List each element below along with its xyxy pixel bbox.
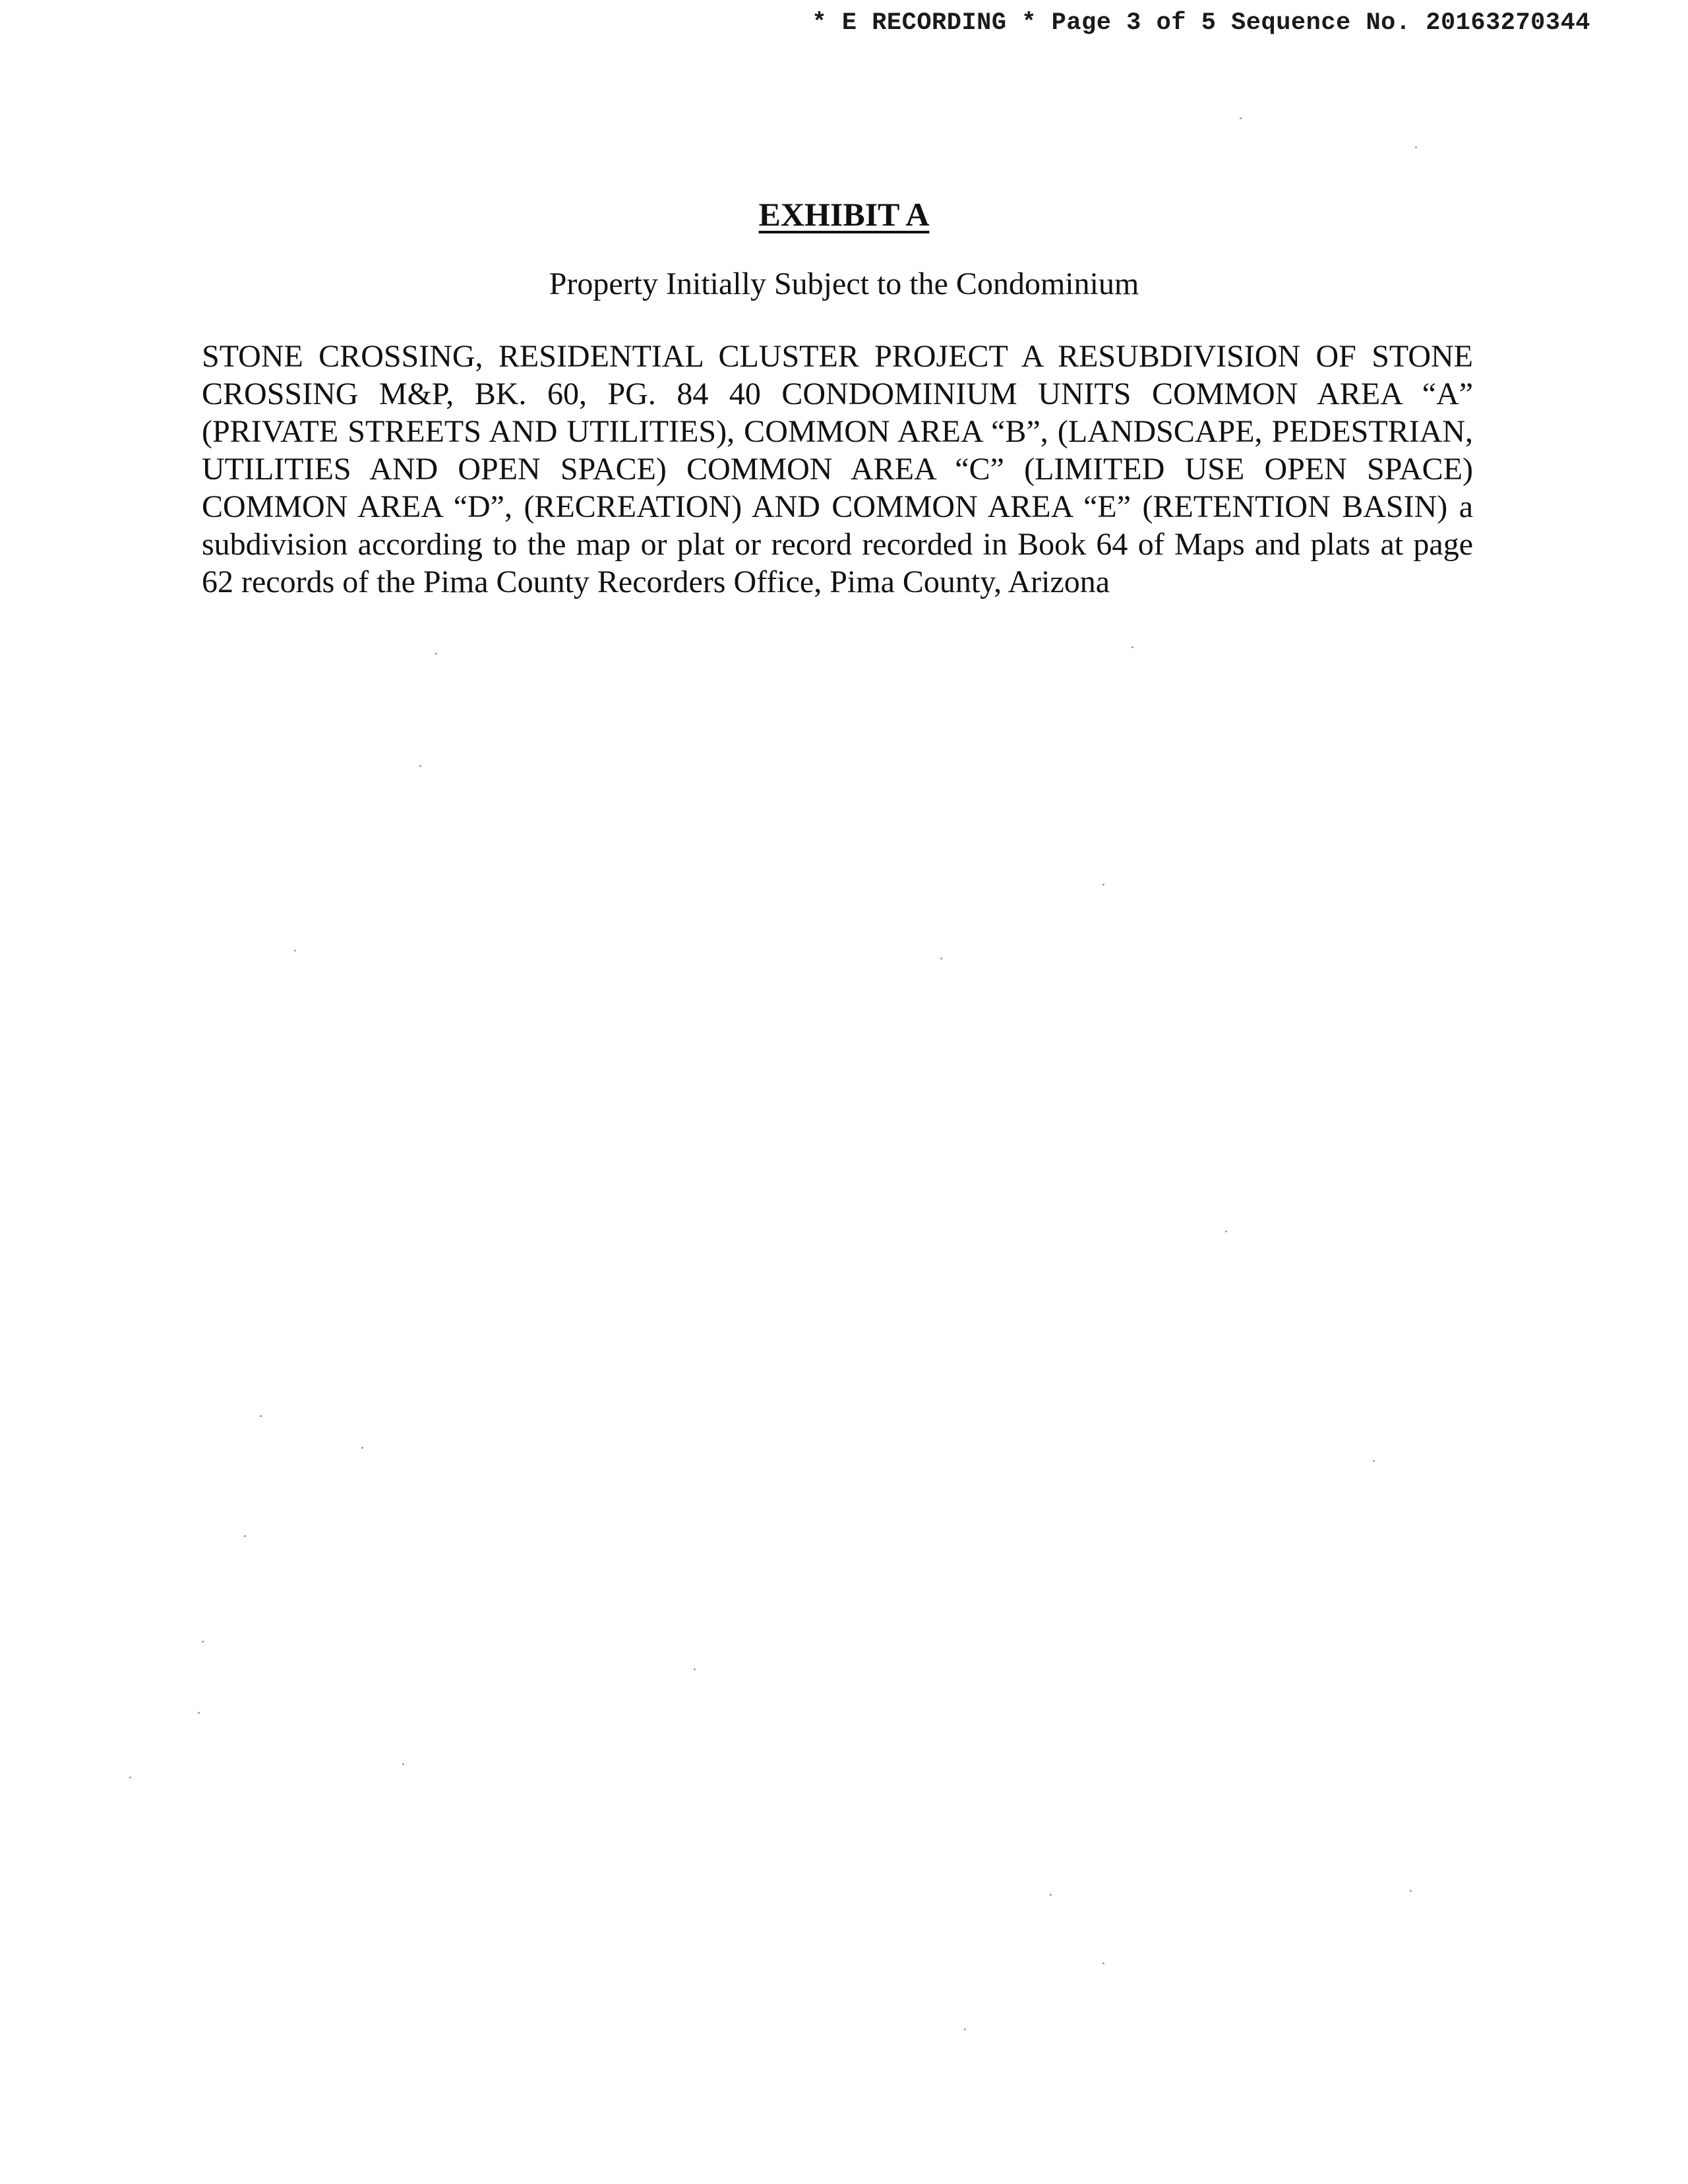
scan-speck <box>294 950 296 952</box>
scan-speck <box>1415 146 1417 148</box>
scan-speck <box>202 1641 204 1643</box>
scan-speck <box>244 1535 246 1537</box>
exhibit-subtitle: Property Initially Subject to the Condominium <box>549 266 1139 301</box>
scan-speck <box>1373 1460 1375 1462</box>
recording-header: * E RECORDING * Page 3 of 5 Sequence No. 20163270344 <box>812 9 1590 37</box>
scan-speck <box>940 957 942 959</box>
scan-speck <box>1102 884 1104 886</box>
scan-speck <box>1410 1890 1412 1892</box>
scan-speck <box>1131 646 1133 648</box>
scan-speck <box>402 1763 404 1765</box>
scan-speck <box>1050 1894 1052 1896</box>
scan-speck <box>1240 117 1242 119</box>
scan-speck <box>129 1776 131 1778</box>
scan-speck <box>1225 1230 1227 1232</box>
scan-speck <box>260 1415 262 1417</box>
scan-speck <box>361 1447 363 1449</box>
scan-speck <box>1102 1962 1104 1964</box>
scan-speck <box>964 2028 966 2030</box>
scan-speck <box>198 1712 200 1714</box>
scan-speck <box>694 1668 696 1670</box>
exhibit-title: EXHIBIT A <box>758 196 930 233</box>
legal-description: STONE CROSSING, RESIDENTIAL CLUSTER PROJECT A RESUBDIVISION OF STONE CROSSING M&P, BK. 60, PG. 84 40 CONDOMINIUM UNITS COMMON AREA “A” (PRIVATE STREETS AND UTILITIES), COMMON AREA “B”, (LANDSCAPE, PEDESTRIAN, UTILITIES AND OPEN SPACE) COMMON AREA “C” (LIMITED USE OPEN SPACE) COMMON AREA “D”, (RECREATION) AND COMMON AREA “E” (RETENTION BASIN) a subdivision according to the map or plat or record recorded in Book 64 of Maps and plats at page 62 records of the Pima County Recorders Office, Pima County, Arizona <box>202 339 1473 599</box>
scan-speck <box>435 653 437 655</box>
scan-speck <box>419 765 421 767</box>
